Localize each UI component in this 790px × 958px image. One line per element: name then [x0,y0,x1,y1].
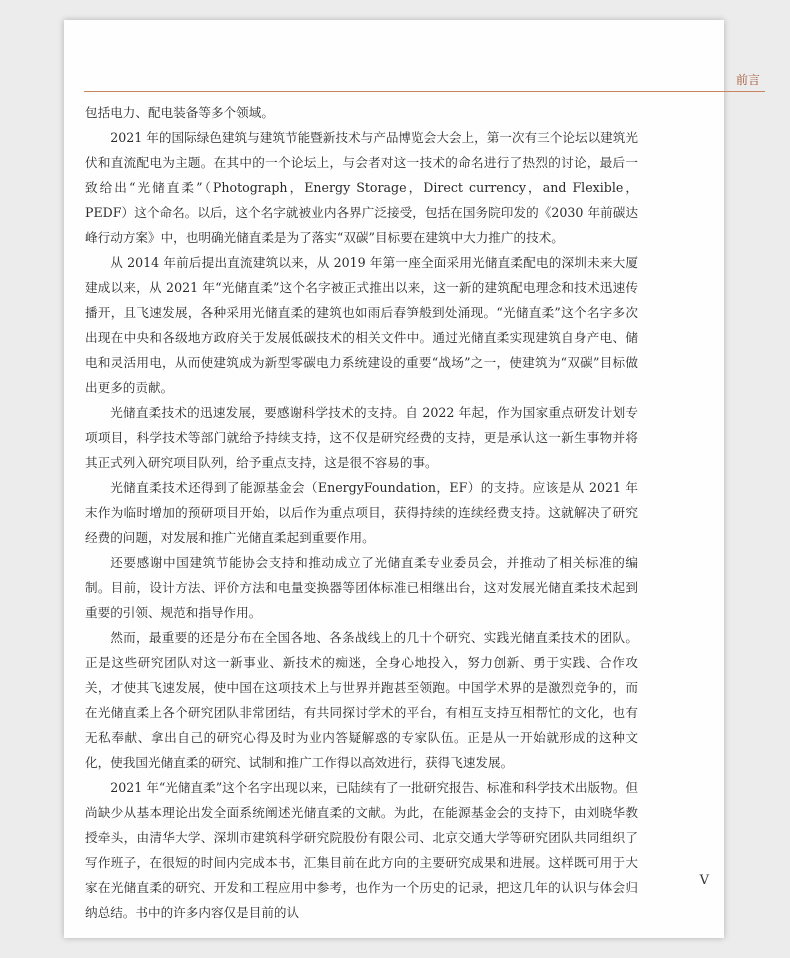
paragraph: 然而，最重要的还是分布在全国各地、各条战线上的几十个研究、实践光储直柔技术的团队。正是这些研究团队对这一新事业、新技术的痴迷，全身心地投入，努力创新、勇于实践、合作攻关，才使其飞速发展，使中国在这项技术上与世界并跑甚至领跑。中国学术界的是激烈竞争的，而在光储直柔上各个研究团队非常团结，有共同探讨学术的平台，有相互支持互相帮忙的文化，也有无私奉献、拿出自己的研究心得及时为业内答疑解惑的专家队伍。正是从一开始就形成的这种文化，使我国光储直柔的研究、试制和推广工作得以高效进行，获得飞速发展。 [85,630,638,770]
paragraph: 包括电力、配电装备等多个领域。 [85,105,274,120]
paragraph: 2021 年的国际绿色建筑与建筑节能暨新技术与产品博览会大会上，第一次有三个论坛以建筑光伏和直流配电为主题。在其中的一个论坛上，与会者对这一技术的命名进行了热烈的讨论，最后一致给出“光储直柔”（Photograph，Energy Storage，Direct currency，and Flexible，PEDF）这个命名。以后，这个名字就被业内各界广泛接受，包括在国务院印发的《2030 年前碳达峰行动方案》中，也明确光储直柔是为了落实“双碳”目标要在建筑中大力推广的技术。 [85,130,638,245]
page-number: V [699,873,709,888]
paragraph: 还要感谢中国建筑节能协会支持和推动成立了光储直柔专业委员会，并推动了相关标准的编制。目前，设计方法、评价方法和电量变换器等团体标准已相继出台，这对发展光储直柔技术起到重要的引领、规范和指导作用。 [85,555,638,620]
paragraph: 2021 年“光储直柔”这个名字出现以来，已陆续有了一批研究报告、标准和科学技术出版物。但尚缺少从基本理论出发全面系统阐述光储直柔的文献。为此，在能源基金会的支持下，由刘晓华教授牵头，由清华大学、深圳市建筑科学研究院股份有限公司、北京交通大学等研究团队共同组织了写作班子，在很短的时间内完成本书，汇集目前在此方向的主要研究成果和进展。这样既可用于大家在光储直柔的研究、开发和工程应用中参考，也作为一个历史的记录，把这几年的认识与体会归纳总结。书中的许多内容仅是目前的认 [85,780,638,920]
paragraph: 从 2014 年前后提出直流建筑以来，从 2019 年第一座全面采用光储直柔配电的深圳未来大厦建成以来，从 2021 年“光储直柔”这个名字被正式推出以来，这一新的建筑配电理念和技术迅速传播开，且飞速发展，各种采用光储直柔的建筑也如雨后春笋般到处涌现。“光储直柔”这个名字多次出现在中央和各级地方政府关于发展低碳技术的相关文件中。通过光储直柔实现建筑自身产电、储电和灵活用电，从而使建筑成为新型零碳电力系统建设的重要“战场”之一，使建筑为“双碳”目标做出更多的贡献。 [85,255,638,395]
running-header: 前言 [735,73,760,87]
header-rule [84,91,765,92]
body-text [85,100,638,925]
paragraph: 光储直柔技术的迅速发展，要感谢科学技术的支持。自 2022 年起，作为国家重点研发计划专项项目，科学技术等部门就给予持续支持，这不仅是研究经费的支持，更是承认这一新生事物并将其正式列入研究项目队列，给予重点支持，这是很不容易的事。 [85,405,638,470]
paragraph: 光储直柔技术还得到了能源基金会（EnergyFoundation，EF）的支持。应该是从 2021 年末作为临时增加的预研项目开始，以后作为重点项目，获得持续的连续经费支持。这就解决了研究经费的问题，对发展和推广光储直柔起到重要作用。 [85,480,638,545]
